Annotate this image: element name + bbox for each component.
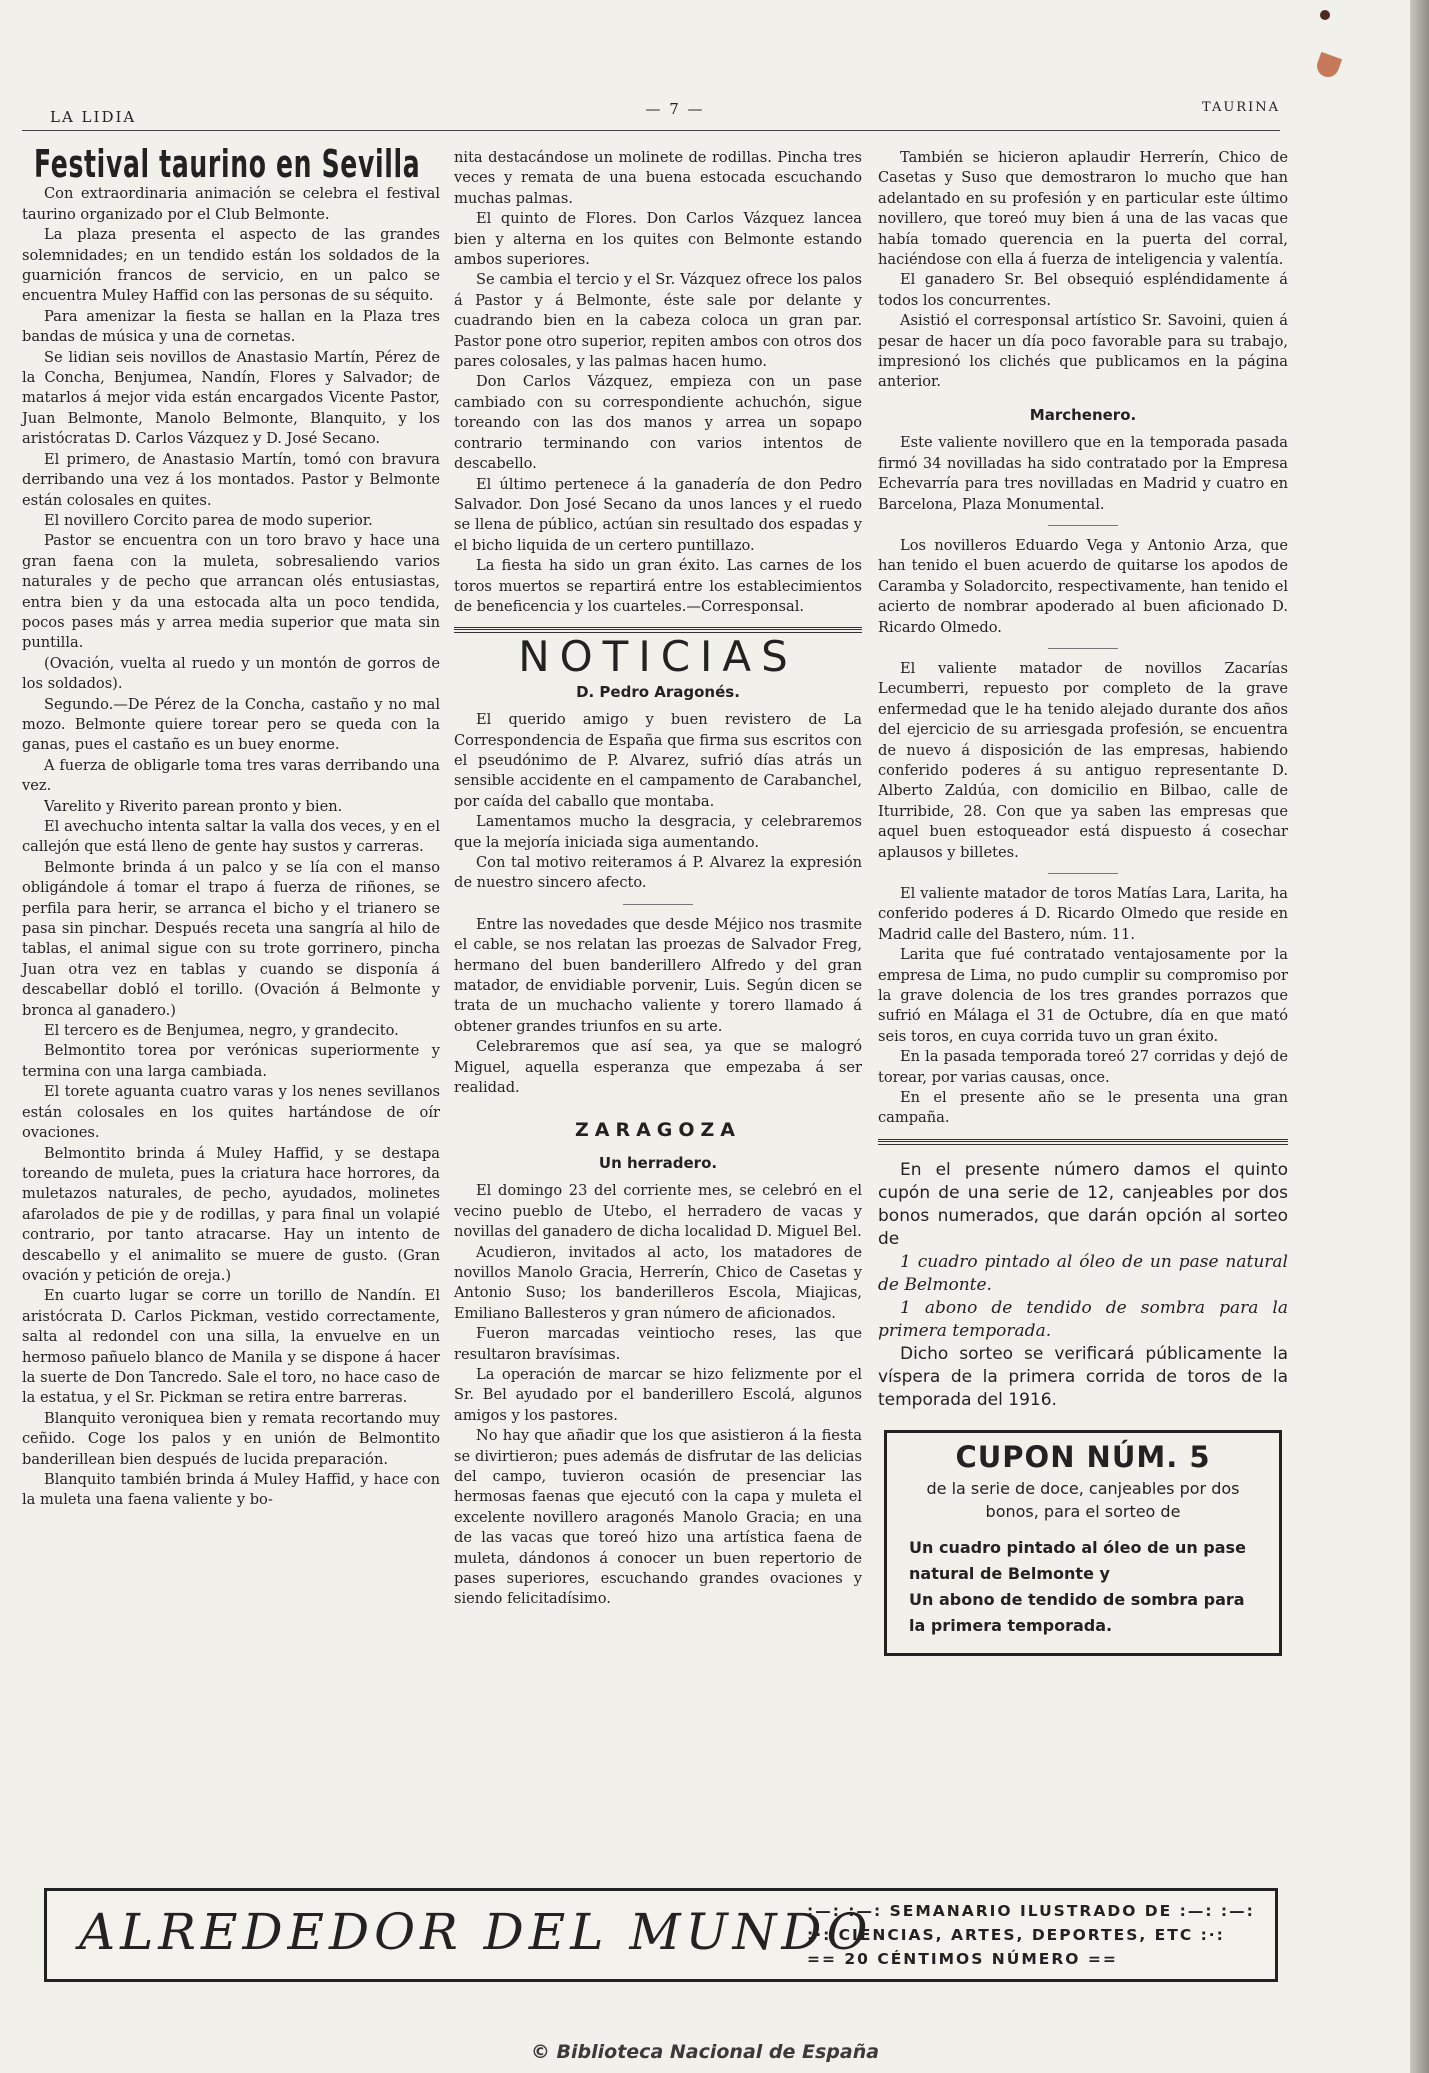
coupon-prize: Un cuadro pintado al óleo de un pase natural de Belmonte y [909, 1538, 1246, 1584]
paragraph: El último pertenece á la ganadería de don Pedro Salvador. Don José Secano da unos lances y el ruedo se llena de público, actúan sin resultado dos espadas y el bicho liquida de un certero puntillazo. [454, 475, 862, 554]
paragraph: Se lidian seis novillos de Anastasio Martín, Pérez de la Concha, Benjumea, Nandín, Flores y Salvador; de matarlos á mejor vida están encargados Vicente Pastor, Juan Belmonte, Manolo Belmonte, Blanquito, y los aristócratas D. Carlos Vázquez y D. José Secano. [22, 348, 440, 448]
paragraph: También se hicieron aplaudir Herrerín, Chico de Casetas y Suso que demostraron lo mucho que han adelantado en su profesión y en particular este último novillero, que toreó muy bien á una de las vacas que había tomado querencia en la puerta del corral, haciéndose con ella á fuerza de inteligencia y valentía. [878, 149, 1288, 269]
paragraph: Varelito y Riverito parean pronto y bien. [44, 797, 343, 815]
column-1 [22, 142, 440, 1511]
ad-logo: ALREDEDOR DEL MUNDO [79, 1903, 873, 1961]
coupon-series: de la serie de doce, canjeables por dos bonos, para el sorteo de [926, 1479, 1240, 1522]
paragraph: La operación de marcar se hizo felizmente por el Sr. Bel ayudado por el banderillero Escolá, algunos amigos y los pastores. [454, 1365, 862, 1424]
paragraph: La plaza presenta el aspecto de las grandes solemnidades; en un tendido están los soldados de la guarnición francos de servicio, en un palco se encuentra Muley Haffid con las personas de su séquito. [22, 226, 440, 305]
paragraph: En el presente año se le presenta una gran campaña. [878, 1089, 1288, 1127]
news-headline: D. Pedro Aragonés. [576, 682, 740, 701]
paragraph: Don Carlos Vázquez, empieza con un pase cambiado con su correspondiente achuchón, sigue toreando con las dos manos y arrea un sopapo contrario terminando con varios intentos de descabello. [454, 373, 862, 473]
paragraph: El novillero Corcito parea de modo superior. [44, 511, 373, 529]
ad-line: :—: :—: SEMANARIO ILUSTRADO DE :—: :—: [807, 1902, 1255, 1920]
paragraph: El tercero es de Benjumea, negro, y grandecito. [44, 1022, 399, 1040]
notice-intro: En el presente número damos el quinto cupón de una serie de 12, canjeables por dos bonos numerados, que darán opción al sorteo de [878, 1159, 1288, 1249]
paragraph: La fiesta ha sido un gran éxito. Las carnes de los toros muertos se repartirá entre los establecimientos de beneficencia y los cuarteles.—Corresponsal. [454, 557, 862, 615]
section-rule [878, 1139, 1288, 1145]
section-label: TAURINA [1202, 100, 1280, 115]
news-headline: Marchenero. [1029, 405, 1137, 424]
page-edge [1410, 0, 1429, 2073]
paragraph: Los novilleros Eduardo Vega y Antonio Arza, que han tenido el buen acuerdo de quitarse los apodos de Caramba y Soladorcito, respectivamente, han tenido el acierto de nombrar apoderado al buen aficionado D. Ricardo Olmedo. [878, 536, 1288, 636]
paragraph: Para amenizar la fiesta se hallan en la Plaza tres bandas de música y una de cornetas. [22, 307, 440, 346]
notice-end: Dicho sorteo se verificará públicamente la víspera de la primera corrida de toros de la temporada del 1916. [878, 1343, 1288, 1410]
paragraph: nita destacándose un molinete de rodillas. Pincha tres veces y remata de una buena estocada escuchando muchas palmas. [454, 149, 862, 207]
paragraph: Acudieron, invitados al acto, los matadores de novillos Manolo Gracia, Herrerín, Chico de Casetas y Antonio Suso; los banderilleros Escola, Miajicas, Emiliano Ballesteros y gran número de aficionados. [454, 1243, 862, 1322]
paragraph: Belmontito torea por verónicas superiormente y termina con una larga cambiada. [22, 1042, 440, 1080]
paragraph: Este valiente novillero que en la temporada pasada firmó 34 novilladas ha sido contratado por la Empresa Echevarría para tres novilladas en Madrid y cuatro en Barcelona, Plaza Monumental. [878, 434, 1288, 513]
paragraph: Pastor se encuentra con un toro bravo y hace una gran faena con la muleta, sobresaliendo varios naturales y de pecho que arrancan olés entusiastas, entra bien y da una estocada alta un poco tendida, pocos pases más y arrea media superior que mata sin puntilla. [22, 532, 440, 652]
paragraph: A fuerza de obligarle toma tres varas derribando una vez. [22, 756, 440, 795]
news-headline: Un herradero. [598, 1153, 718, 1172]
column-2 [454, 148, 862, 1610]
paragraph: Belmontito brinda á Muley Haffid, y se destapa toreando de muleta, pues la criatura hace horrores, da muletazos naturales, de pecho, ayudados, molinetes afarolados de pie y de rodillas, y para final un volapié contrario, por tanto atracarse. Hay un intento de descabello y el animalito se muere de gusto. (Gran ovación y petición de oreja.) [22, 1144, 440, 1284]
publication-name: LA LIDIA [50, 108, 137, 126]
ink-spot [1320, 10, 1330, 20]
coupon-prize: Un abono de tendido de sombra para la primera temporada. [909, 1590, 1245, 1636]
section-title-noticias: NOTICIAS [518, 632, 798, 682]
paragraph: El torete aguanta cuatro varas y los nenes sevillanos están colosales en los quites hartándose de oír ovaciones. [22, 1083, 440, 1142]
paragraph: Con extraordinaria animación se celebra el festival taurino organizado por el Club Belmonte. [22, 185, 440, 223]
paragraph: Se cambia el tercio y el Sr. Vázquez ofrece los palos á Pastor y á Belmonte, éste sale por delante y cuadrando bien en la cabeza coloca un gran par. Pastor pone otro superior, repiten ambos con otros dos pares colosales, y las palmas hacen humo. [454, 271, 862, 371]
ink-spot [1314, 52, 1342, 80]
ad-line: == 20 CÉNTIMOS NÚMERO == [807, 1950, 1118, 1968]
paragraph: Entre las novedades que desde Méjico nos trasmite el cable, se nos relatan las proezas de Salvador Freg, hermano del buen banderillero Alfredo y del gran matador, de envidiable porvenir, Luis. Según dicen se trata de un muchacho valiente y torero llamado á obtener grandes triunfos en su arte. [454, 915, 862, 1035]
city-heading: ZARAGOZA [574, 1119, 742, 1142]
article-title: Festival taurino en Sevilla [34, 142, 421, 186]
paragraph: Lamentamos mucho la desgracia, y celebraremos que la mejoría iniciada siga aumentando. [454, 813, 862, 851]
paragraph: Segundo.—De Pérez de la Concha, castaño y no mal mozo. Belmonte quiere torear pero se queda con la ganas, pues el castaño es un buey enorme. [22, 695, 440, 754]
paragraph: El valiente matador de novillos Zacarías Lecumberri, repuesto por completo de la grave enfermedad que le ha tenido alejado durante dos años del ejercicio de su arriesgada profesión, se encuentra de nuevo á disposición de las empresas, habiendo conferido poderes á su antiguo representante D. Alberto Zaldúa, con domicilio en Bilbao, calle de Iturribide, 28. Con que ya saben las empresas que aquel buen estoqueador está dispuesto á cosechar aplausos y billetes. [878, 659, 1288, 861]
separator [623, 904, 693, 905]
paragraph: Celebraremos que así sea, ya que se malogró Miguel, aquella esperanza que empezaba á ser realidad. [454, 1038, 862, 1097]
ad-line: :·: CIENCIAS, ARTES, DEPORTES, ETC :·: [807, 1926, 1225, 1944]
header-rule [22, 130, 1280, 131]
paragraph: Con tal motivo reiteramos á P. Alvarez la expresión de nuestro sincero afecto. [454, 854, 862, 892]
paragraph: Belmonte brinda á un palco y se lía con el manso obligándole á tomar el trapo á fuerza de riñones, se perfila para herir, se arranca el bicho y el trianero se pasa sin pinchar. Después receta una sangría al hilo de tablas, el animal sigue con su trote gorrinero, pincha Juan otra vez en tablas y cuando se disponía á descabellar dobló el torillo. (Ovación á Belmonte y bronca al ganadero.) [22, 858, 440, 1019]
paragraph: En la pasada temporada toreó 27 corridas y dejó de torear, por varias causas, once. [878, 1048, 1288, 1086]
running-head [50, 100, 1280, 130]
paragraph: Fueron marcadas veintiocho reses, las que resultaron bravísimas. [454, 1325, 862, 1363]
paragraph: No hay que añadir que los que asistieron á la fiesta se divirtieron; pues además de disfrutar de las delicias del campo, tuvieron ocasión de presenciar las hermosas faenas que ejecutó con la capa y muleta el excelente novillero aragonés Manolo Gracia; en una de las vacas que toreó hizo una artística faena de muleta, dándonos á conocer un buen repertorio de pases superiores, escuchando grandes ovaciones y siendo felicitadísimo. [454, 1427, 862, 1608]
separator [1048, 648, 1118, 649]
coupon-box [884, 1430, 1282, 1656]
ad-tagline [807, 1899, 1257, 1971]
notice-prize: 1 abono de tendido de sombra para la primera temporada. [878, 1297, 1288, 1341]
paragraph: El primero, de Anastasio Martín, tomó con bravura derribando una vez á los montados. Pastor y Belmonte están colosales en quites. [22, 450, 440, 509]
library-credit: © Biblioteca Nacional de España [530, 2041, 880, 2063]
paragraph: El domingo 23 del corriente mes, se celebró en el vecino pueblo de Utebo, el herradero de vacas y novillas del ganadero de dicha localidad D. Miguel Bel. [454, 1182, 862, 1241]
column-3 [878, 148, 1288, 1656]
paragraph: Asistió el corresponsal artístico Sr. Savoini, quien á pesar de hacer un día poco favorable para su trabajo, impresionó los clichés que publicamos en la página anterior. [878, 312, 1288, 391]
paragraph: Blanquito también brinda á Muley Haffid, y hace con la muleta una faena valiente y bo- [22, 1471, 440, 1509]
coupon-notice [878, 1159, 1288, 1412]
coupon-title: CUPON NÚM. 5 [955, 1439, 1211, 1474]
paragraph: Larita que fué contratado ventajosamente por la empresa de Lima, no pudo cumplir su compromiso por la grave dolencia de los tres grandes porrazos que sufrió en Málaga el 31 de Octubre, día en que mató seis toros, en cuya corrida tuvo un gran éxito. [878, 946, 1288, 1045]
paragraph: En cuarto lugar se corre un torillo de Nandín. El aristócrata D. Carlos Pickman, vestido correctamente, salta al redondel con una silla, la envuelve en un hermoso pañuelo blanco de Manila y se dispone á hacer la suerte de Don Tancredo. Sale el toro, no hace caso de la estatua, y el Sr. Pickman se retira entre barreras. [22, 1287, 440, 1407]
paragraph: El avechucho intenta saltar la valla dos veces, y en el callejón que está lleno de gente hay sustos y carreras. [22, 818, 440, 856]
notice-prize: 1 cuadro pintado al óleo de un pase natural de Belmonte. [878, 1251, 1288, 1295]
separator [1048, 873, 1118, 874]
paragraph: El valiente matador de toros Matías Lara, Larita, ha conferido poderes á D. Ricardo Olmedo que reside en Madrid calle del Bastero, núm. 11. [878, 885, 1288, 943]
page-number: — 7 — [645, 100, 705, 118]
advertisement-box [44, 1888, 1278, 1982]
paragraph: El ganadero Sr. Bel obsequió espléndidamente á todos los concurrentes. [878, 271, 1288, 309]
paragraph: El querido amigo y buen revistero de La Correspondencia de España que firma sus escritos con el pseudónimo de P. Alvarez, sufrió días atrás un sensible accidente en el campamento de Carabanchel, por caída del caballo que montaba. [454, 711, 862, 810]
paragraph: (Ovación, vuelta al ruedo y un montón de gorros de los soldados). [22, 654, 440, 693]
paragraph: El quinto de Flores. Don Carlos Vázquez lancea bien y alterna en los quites con Belmonte estando ambos superiores. [454, 210, 862, 269]
paragraph: Blanquito veroniquea bien y remata recortando muy ceñido. Coge los palos y en unión de Belmontito banderillean bien después de lucida preparación. [22, 1409, 440, 1468]
separator [1048, 525, 1118, 526]
